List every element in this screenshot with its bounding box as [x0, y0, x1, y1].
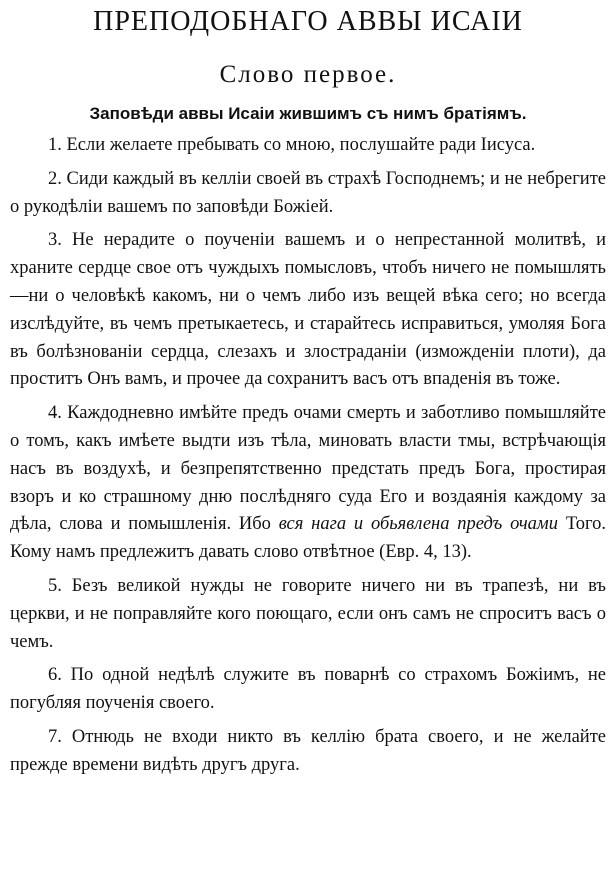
- paragraph-4-text-before: 4. Каждодневно имѣйте предъ очами смерть и заботливо помышляйте о томъ, какъ имѣете выдти изъ тѣла, миновать власти тмы, встрѣчающія насъ въ воздухѣ, и безпрепятственно предстать предъ Бога, простирая взоръ и ко страшному дню послѣдняго суда Его и воздаянія каждому за дѣла, слова и помышленія. Ибо: [10, 403, 606, 535]
- paragraph-4-text-after: Того. Кому намъ предлежитъ давать слово отвѣтное (Евр. 4, 13).: [10, 514, 606, 563]
- paragraph-1: 1. Если желаете пребывать со мною, послушайте ради Іисуса.: [48, 135, 536, 155]
- paragraph-2: 2. Сиди каждый въ келліи своей въ страхѣ Господнемъ; и не небрегите о рукодѣліи вашемъ по заповѣди Божіей.: [10, 168, 606, 217]
- paragraph-5: 5. Безъ великой нужды не говорите ничего ни въ трапезѣ, ни въ церкви, и не поправляйте кого поющаго, если онъ самъ не спроситъ васъ о чемъ.: [10, 575, 606, 652]
- paragraph-3: 3. Не нерадите о поученіи вашемъ и о непрестанной молитвѣ, и храните сердце свое отъ чуждыхъ помысловъ, чтобъ ничего не помышлять—ни о человѣкѣ какомъ, ни о чемъ либо изъ вещей вѣка сего; но всегда изслѣдуйте, въ чемъ претыкаетесь, и старайтесь исправиться, умоляя Бога въ болѣзновaніи сердца, слезахъ и злостраданіи (изможденіи плоти), да проститъ Онъ вамъ, и прочее да сохранитъ васъ отъ впаденія въ тоже.: [10, 230, 606, 390]
- section-subtitle: Слово первое.: [219, 61, 397, 88]
- paragraph-4: [10, 400, 606, 567]
- page-title: ПРЕПОДОБНАГО АВВЫ ИСАІИ: [93, 6, 523, 37]
- paragraph-6: 6. По одной недѣлѣ служите въ поварнѣ со страхомъ Божіимъ, не погубляя поученія своего.: [10, 665, 606, 714]
- paragraph-4-italic-quote: вся нага и обьявлена предъ очами: [278, 514, 558, 535]
- paragraph-7: 7. Отнюдь не входи никто въ келлію брата своего, и не желайте прежде времени видѣть другъ друга.: [10, 726, 606, 775]
- body-text: [10, 132, 606, 780]
- section-heading: Заповѣди аввы Исаіи жившимъ съ нимъ братіямъ.: [89, 104, 527, 123]
